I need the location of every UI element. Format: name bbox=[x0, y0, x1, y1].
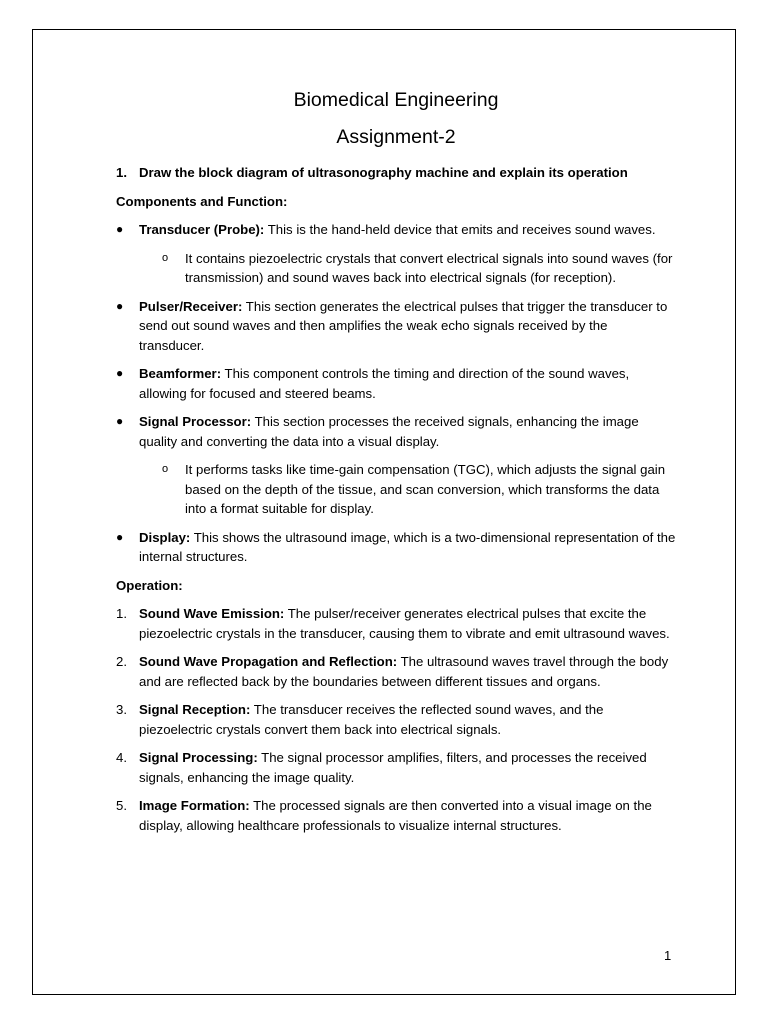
step-number: 2. bbox=[116, 654, 127, 669]
component-item-beamformer bbox=[116, 364, 676, 403]
component-text: This section processes the received signals, enhancing the image quality and converting the data into a visual display. bbox=[139, 414, 639, 449]
step-text: The signal processor amplifies, filters, and processes the received signals, enhancing the image quality. bbox=[139, 750, 647, 785]
step-number: 3. bbox=[116, 702, 127, 717]
component-item-display bbox=[116, 528, 676, 567]
component-subitem bbox=[139, 460, 676, 519]
step-number: 5. bbox=[116, 798, 127, 813]
step-term: Image Formation: bbox=[139, 798, 250, 813]
operation-step bbox=[116, 604, 676, 643]
operation-step bbox=[116, 652, 676, 691]
component-text: This is the hand-held device that emits and receives sound waves. bbox=[264, 222, 656, 237]
component-subitem-text: It contains piezoelectric crystals that convert electrical signals into sound waves (for transmission) and sound waves back into electrical signals (for reception). bbox=[185, 250, 673, 285]
components-heading: Components and Function: bbox=[116, 193, 288, 209]
bullet-icon: ● bbox=[116, 529, 124, 544]
components-list bbox=[116, 220, 676, 567]
sub-bullet-icon: o bbox=[162, 251, 169, 264]
document-title: Biomedical Engineering bbox=[293, 89, 499, 111]
step-term: Sound Wave Emission: bbox=[139, 606, 285, 621]
operation-heading: Operation: bbox=[116, 577, 183, 593]
bullet-icon: ● bbox=[116, 222, 124, 236]
question-number: 1. bbox=[116, 165, 127, 180]
step-text: The ultrasound waves travel through the body and are reflected back by the boundaries between different tissues and organs. bbox=[139, 654, 669, 689]
operation-step bbox=[116, 796, 676, 835]
step-text: The transducer receives the reflected sound waves, and the piezoelectric crystals convert them back into electrical signals. bbox=[139, 702, 604, 737]
step-term: Sound Wave Propagation and Reflection: bbox=[139, 654, 398, 669]
question-text: Draw the block diagram of ultrasonography machine and explain its operation bbox=[139, 165, 628, 180]
question-line bbox=[116, 163, 676, 183]
step-term: Signal Processing: bbox=[139, 750, 258, 765]
component-term: Signal Processor: bbox=[139, 414, 252, 429]
component-item-transducer bbox=[116, 220, 676, 288]
component-term: Pulser/Receiver: bbox=[139, 298, 243, 314]
component-subitem-text: It performs tasks like time-gain compensation (TGC), which adjusts the signal gain based on the depth of the tissue, and scan conversion, which transforms the data into a format suitable for display. bbox=[185, 462, 666, 516]
component-sublist bbox=[139, 249, 676, 288]
component-item-signal-processor bbox=[116, 412, 676, 519]
step-term: Signal Reception: bbox=[139, 702, 251, 717]
step-number: 4. bbox=[116, 750, 127, 765]
component-sublist bbox=[139, 460, 676, 519]
component-item-pulser-receiver bbox=[116, 297, 676, 356]
step-number: 1. bbox=[116, 606, 127, 621]
operation-step bbox=[116, 748, 676, 787]
document-body bbox=[116, 88, 676, 844]
page-number: 1 bbox=[664, 948, 672, 963]
component-text: This section generates the electrical pulses that trigger the transducer to send out sound waves and then amplifies the weak echo signals received by the transducer. bbox=[139, 298, 668, 353]
component-term: Transducer (Probe): bbox=[139, 222, 265, 237]
component-text: This shows the ultrasound image, which is a two-dimensional representation of the internal structures. bbox=[139, 529, 676, 564]
operation-step bbox=[116, 700, 676, 739]
operation-list bbox=[116, 604, 676, 835]
bullet-icon: ● bbox=[116, 298, 124, 313]
step-text: The pulser/receiver generates electrical pulses that excite the piezoelectric crystals in the transducer, causing them to vibrate and emit ultrasound waves. bbox=[139, 606, 670, 641]
sub-bullet-icon: o bbox=[162, 463, 169, 475]
component-term: Beamformer: bbox=[139, 366, 222, 381]
component-term: Display: bbox=[139, 529, 191, 545]
document-subtitle: Assignment-2 bbox=[336, 126, 456, 148]
component-subitem bbox=[139, 249, 676, 288]
bullet-icon: ● bbox=[116, 414, 124, 428]
step-text: The processed signals are then converted into a visual image on the display, allowing healthcare professionals to visualize internal structures. bbox=[139, 798, 652, 833]
bullet-icon: ● bbox=[116, 366, 124, 380]
component-text: This component controls the timing and direction of the sound waves, allowing for focused and steered beams. bbox=[139, 366, 630, 401]
